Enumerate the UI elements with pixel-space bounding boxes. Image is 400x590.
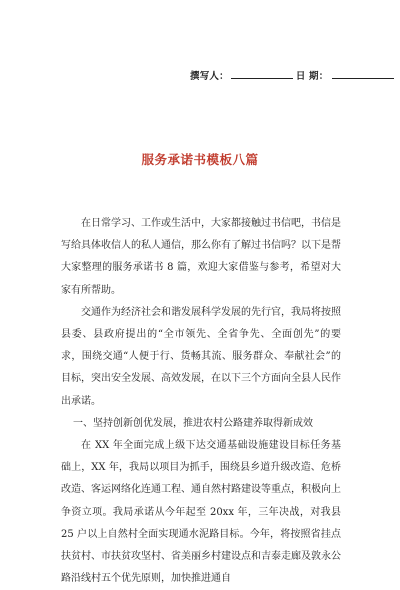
- header-fields: [190, 68, 394, 82]
- date-blank-line[interactable]: [332, 69, 394, 79]
- document-title: 服务承诺书模板八篇: [141, 152, 259, 167]
- commitment-paragraph: 交通作为经济社会和谐发展科学发展的先行官，我局将按照县委、县政府提出的“全市领先、全省争先、全面创先”的要求，围绕交通“人便于行、货畅其流、服务群众、奉献社会”的目标，突出安全发展、高效发展，在以下三个方面向全县人民作出承诺。: [61, 306, 341, 407]
- section-heading: 一、坚持创新创优发展，推进农村公路建养取得新成效: [73, 417, 313, 429]
- writer-blank-line[interactable]: [231, 69, 293, 79]
- document-body: [61, 213, 341, 590]
- section-paragraph: 在 XX 年全面完成上级下达交通基础设施建设目标任务基础上，XX 年，我局以项目为抓手，围绕县乡道升级改造、危桥改造、客运网络化连通工程、通自然村路建设等重点，积极向上争资立项。我局承诺从今年起至 20xx 年，三年决战，对我县 25 户以上自然村全面实现通水泥路目标。今年，将按照省挂点扶贫村、市扶贫攻坚村、省美丽乡村建设点和吉泰走廊及敦永公路沿线村五个优先原则，加快推进通自: [61, 440, 341, 585]
- writer-label: 撰写人：: [190, 71, 229, 82]
- date-label: 日 期：: [295, 71, 329, 82]
- intro-paragraph: 在日常学习、工作或生活中，大家都接触过书信吧，书信是写给具体收信人的私人通信，那么你有了解过书信吗？以下是帮大家整理的服务承诺书 8 篇，欢迎大家借鉴与参考，希望对大家有所帮助。: [61, 218, 341, 296]
